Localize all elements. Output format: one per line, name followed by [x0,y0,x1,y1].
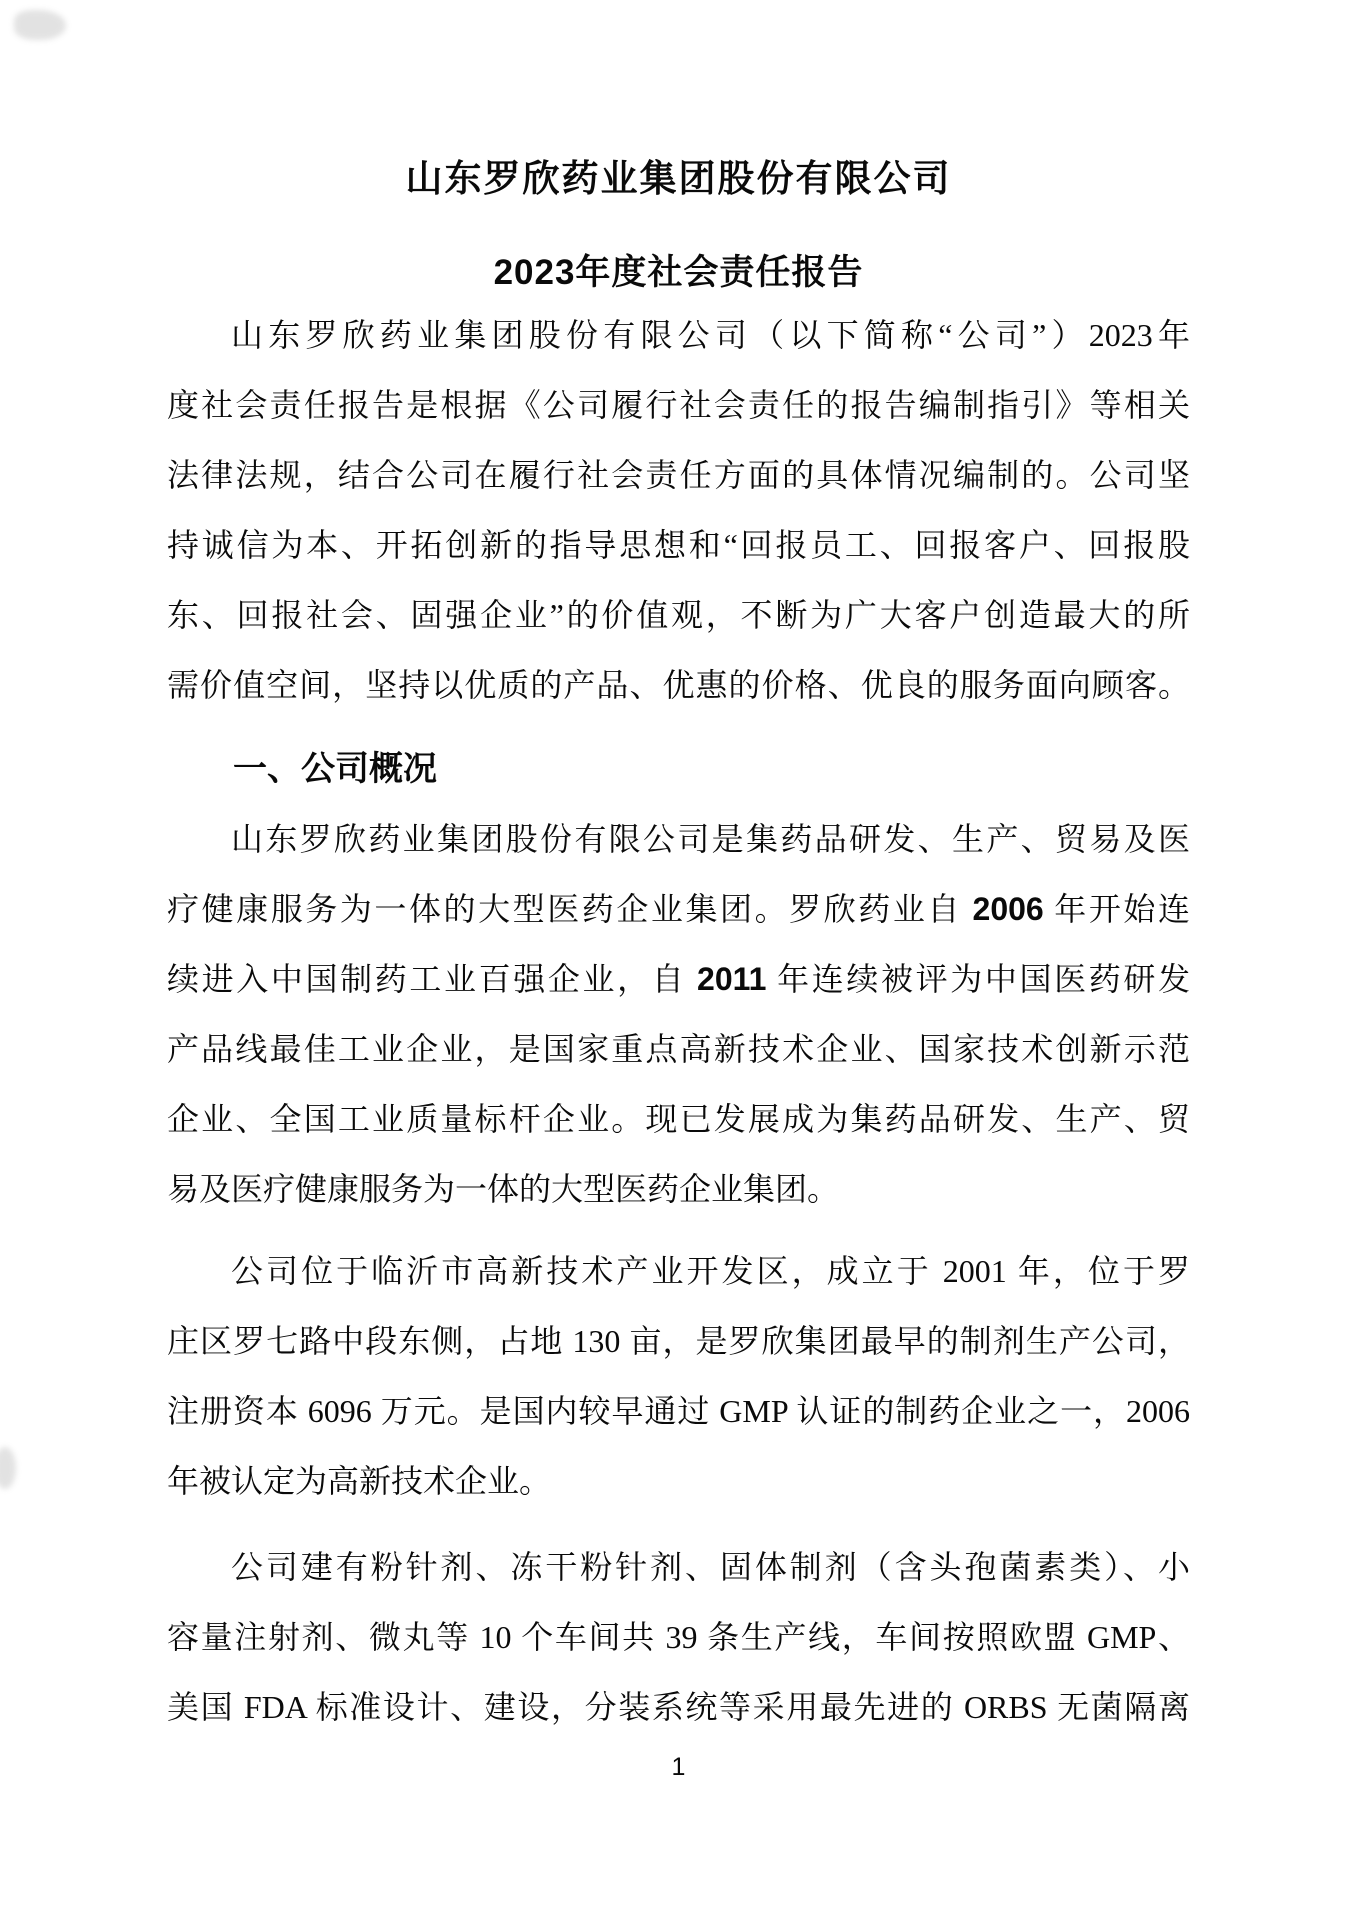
text-line [167,510,1190,580]
text-line [167,874,1190,944]
text-segment: 疗健康服务为一体的大型医药企业集团。罗欣药业自 [167,891,973,927]
text-segment: 容量注射剂、微丸等 10 个车间共 39 条生产线，车间按照欧盟 GMP、 [167,1619,1190,1655]
text-segment: 庄区罗七路中段东侧，占地 130 亩，是罗欣集团最早的制剂生产公司， [167,1323,1190,1359]
text-line [167,944,1190,1014]
paragraph-company-overview [167,804,1190,1224]
text-segment: 企业、全国工业质量标杆企业。现已发展成为集药品研发、生产、贸 [167,1101,1190,1137]
document-title: 山东罗欣药业集团股份有限公司 [405,158,952,199]
text-segment: 持诚信为本、开拓创新的指导思想和“回报员工、回报客户、回报股 [167,527,1190,563]
text-line [167,804,1190,874]
text-segment: 山东罗欣药业集团股份有限公司是集药品研发、生产、贸易及医 [231,821,1190,857]
page-number: 1 [671,1753,686,1781]
paragraph-intro [167,300,1190,720]
text-line [167,580,1190,650]
text-line [167,1154,1190,1224]
bold-number-segment: 2006 [972,891,1044,927]
text-line [167,1672,1190,1742]
text-line [167,1376,1190,1446]
text-segment: 法律法规，结合公司在履行社会责任方面的具体情况编制的。公司坚 [167,457,1190,493]
text-segment: 年连续被评为中国医药研发 [766,961,1190,997]
text-segment: 山东罗欣药业集团股份有限公司（以下简称“公司”）2023年 [231,317,1190,353]
text-line [167,1306,1190,1376]
text-line [167,1602,1190,1672]
text-line [167,440,1190,510]
paragraph-company-location [167,1236,1190,1516]
text-line [167,1446,1190,1516]
text-segment: 易及医疗健康服务为一体的大型医药企业集团。 [167,1171,840,1207]
document-content [0,155,1357,1782]
text-segment: 公司位于临沂市高新技术产业开发区，成立于 2001 年，位于罗 [231,1253,1190,1289]
bold-number-segment: 2011 [697,961,767,997]
text-segment: 产品线最佳工业企业，是国家重点高新技术企业、国家技术创新示范 [167,1031,1190,1067]
text-line [167,1236,1190,1306]
text-segment: 年开始连 [1043,891,1190,927]
text-segment: 东、回报社会、固强企业”的价值观，不断为广大客户创造最大的所 [167,597,1190,633]
text-segment: 续进入中国制药工业百强企业，自 [167,961,698,997]
section-heading: 一、公司概况 [233,750,437,788]
paragraph-production-facilities [167,1532,1190,1742]
text-line [167,650,1190,720]
text-segment: 需价值空间，坚持以优质的产品、优惠的价格、优良的服务面向顾客。 [167,667,1190,703]
text-line [167,1532,1190,1602]
text-segment: 美国 FDA 标准设计、建设，分装系统等采用最先进的 ORBS 无菌隔离 [167,1689,1190,1725]
text-segment: 公司建有粉针剂、冻干粉针剂、固体制剂（含头孢菌素类）、小 [231,1549,1190,1585]
text-segment: 年被认定为高新技术企业。 [167,1463,552,1499]
text-line [167,1014,1190,1084]
text-line [167,370,1190,440]
scan-artifact [14,10,66,40]
text-segment: 度社会责任报告是根据《公司履行社会责任的报告编制指引》等相关 [167,387,1190,423]
document-subtitle: 2023年度社会责任报告 [493,253,864,292]
text-line [167,1084,1190,1154]
text-segment: 注册资本 6096 万元。是国内较早通过 GMP 认证的制药企业之一，2006 [167,1393,1190,1429]
text-line [167,300,1190,370]
